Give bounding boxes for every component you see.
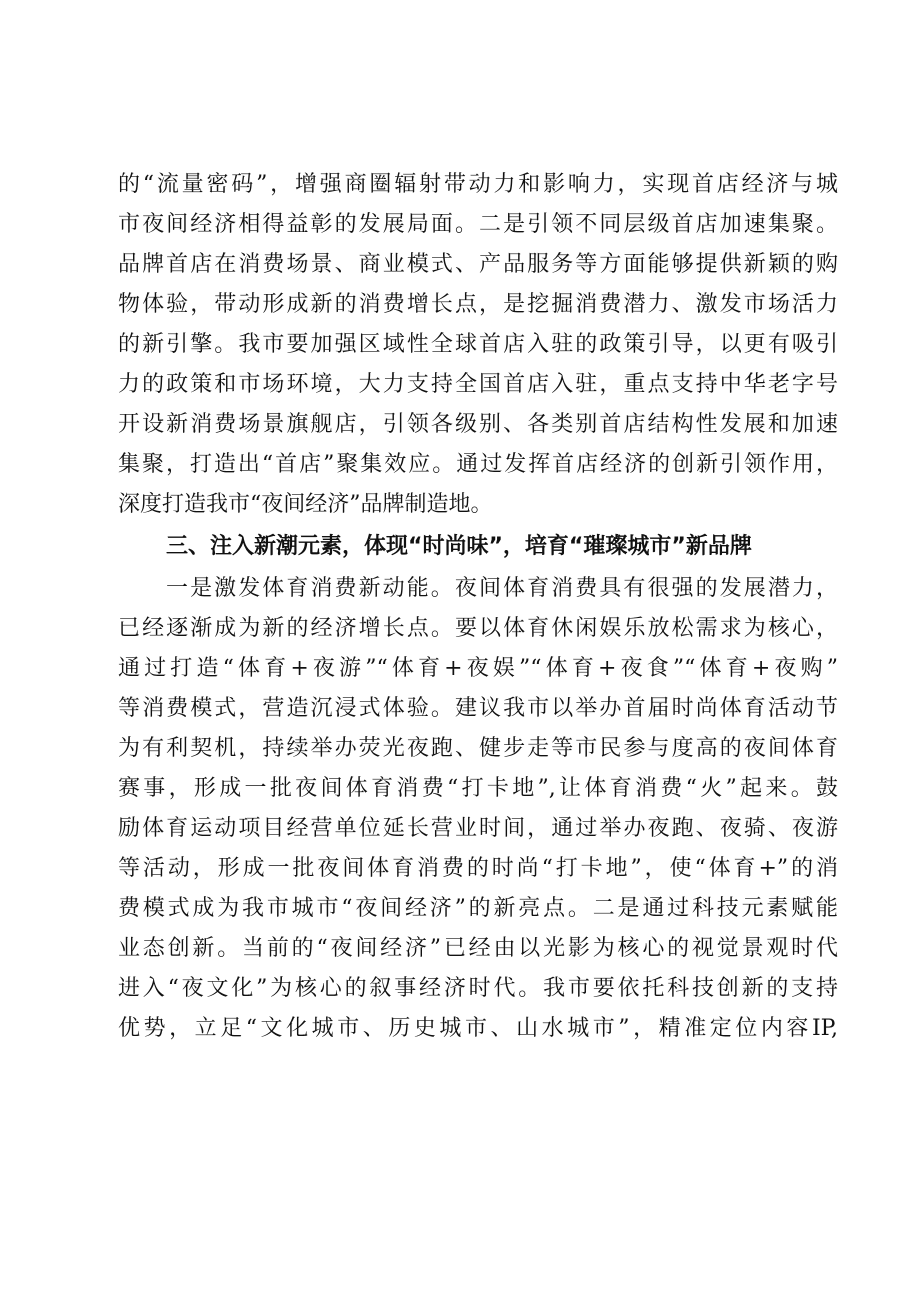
text-line: 通过打造“体育+夜游”“体育+夜娱”“体育+夜食”“体育+夜购” xyxy=(118,656,838,681)
text-line: 的新引擎。我市要加强区域性全球首店入驻的政策引导，以更有吸引 xyxy=(118,332,838,357)
text-line: 优势，立足“文化城市、历史城市、山水城市”，精准定位内容IP, xyxy=(118,1016,838,1041)
text-line: 业态创新。当前的“夜间经济”已经由以光影为核心的视觉景观时代 xyxy=(118,936,838,961)
text-line: 集聚，打造出“首店”聚集效应。通过发挥首店经济的创新引领作用， xyxy=(118,452,838,477)
text-line: 赛事，形成一批夜间体育消费“打卡地”,让体育消费“火”起来。鼓 xyxy=(118,776,838,801)
text-line: 费模式成为我市城市“夜间经济”的新亮点。二是通过科技元素赋能 xyxy=(118,896,838,921)
text-line: 物体验，带动形成新的消费增长点，是挖掘消费潜力、激发市场活力 xyxy=(118,292,838,317)
text-line: 的“流量密码”，增强商圈辐射带动力和影响力，实现首店经济与城 xyxy=(118,172,838,197)
text-line: 品牌首店在消费场景、商业模式、产品服务等方面能够提供新颖的购 xyxy=(118,252,838,277)
text-line: 一是激发体育消费新动能。夜间体育消费具有很强的发展潜力， xyxy=(166,576,838,601)
section-heading: 三、注入新潮元素，体现“时尚味”，培育“璀璨城市”新品牌 xyxy=(166,534,752,559)
text-line: 为有利契机，持续举办荧光夜跑、健步走等市民参与度高的夜间体育 xyxy=(118,736,838,761)
text-line: 深度打造我市“夜间经济”品牌制造地。 xyxy=(118,492,493,517)
text-line: 市夜间经济相得益彰的发展局面。二是引领不同层级首店加速集聚。 xyxy=(118,212,838,237)
text-line: 力的政策和市场环境，大力支持全国首店入驻，重点支持中华老字号 xyxy=(118,372,838,397)
text-line: 已经逐渐成为新的经济增长点。要以体育休闲娱乐放松需求为核心， xyxy=(118,616,838,641)
text-line: 进入“夜文化”为核心的叙事经济时代。我市要依托科技创新的支持 xyxy=(118,976,838,1001)
text-line: 开设新消费场景旗舰店，引领各级别、各类别首店结构性发展和加速 xyxy=(118,412,838,437)
text-line: 励体育运动项目经营单位延长营业时间，通过举办夜跑、夜骑、夜游 xyxy=(118,816,838,841)
text-line: 等消费模式，营造沉浸式体验。建议我市以举办首届时尚体育活动节 xyxy=(118,696,838,721)
text-line: 等活动，形成一批夜间体育消费的时尚“打卡地”，使“体育+”的消 xyxy=(118,856,838,881)
